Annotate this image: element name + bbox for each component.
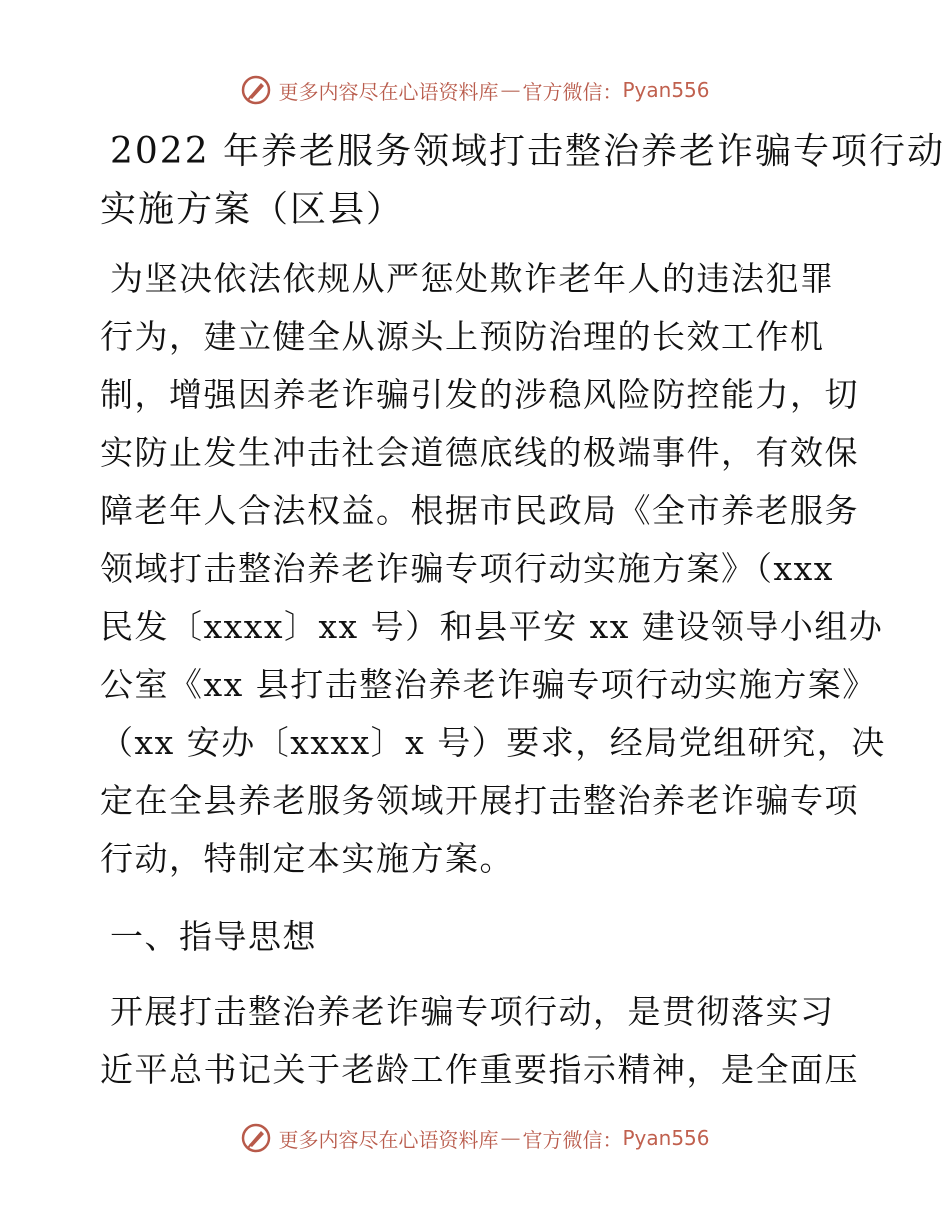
- watermark-wechat-label: 官方微信：: [522, 1127, 623, 1152]
- footer-watermark: [0, 1118, 950, 1158]
- intro-line: 为坚决依法依规从严惩处欺诈老年人的违法犯罪: [110, 259, 835, 298]
- intro-line: 实防止发生冲击社会道德底线的极端事件，有效保: [100, 433, 859, 472]
- intro-paragraph: [100, 250, 886, 888]
- intro-line: 制，增强因养老诈骗引发的涉稳风险防控能力，切: [100, 375, 859, 414]
- intro-line: 公室《xx 县打击整治养老诈骗专项行动实施方案》: [100, 665, 877, 704]
- watermark-wechat-label: 官方微信：: [522, 79, 623, 104]
- section-heading: [100, 908, 860, 966]
- watermark-text: 更多内容尽在心语资料库: [278, 1127, 499, 1152]
- intro-line: 行动，特制定本实施方案。: [100, 839, 514, 878]
- title-line: 2022 年养老服务领域打击整治养老诈骗专项行动: [110, 131, 946, 172]
- intro-line: （xx 安办〔xxxx〕x 号）要求，经局党组研究，决: [100, 723, 886, 762]
- title-line: 实施方案（区县）: [100, 189, 405, 230]
- intro-line: 障老年人合法权益。根据市民政局《全市养老服务: [100, 491, 859, 530]
- watermark-wechat-id: Pyan556: [622, 78, 710, 102]
- intro-line: 领域打击整治养老诈骗专项行动实施方案》（xxx: [100, 549, 834, 588]
- section-line: 开展打击整治养老诈骗专项行动，是贯彻落实习: [110, 992, 835, 1031]
- watermark-text: 更多内容尽在心语资料库: [278, 79, 499, 104]
- document-title: [100, 123, 946, 239]
- watermark-separator: —: [500, 78, 521, 102]
- section-heading-text: 一、指导思想: [110, 917, 317, 956]
- quill-logo-icon: [240, 74, 272, 106]
- header-watermark: [0, 70, 950, 110]
- watermark-wechat-id: Pyan556: [622, 1126, 710, 1150]
- intro-line: 定在全县养老服务领域开展打击整治养老诈骗专项: [100, 781, 859, 820]
- section-paragraph: [100, 983, 860, 1099]
- intro-line: 行为，建立健全从源头上预防治理的长效工作机: [100, 317, 825, 356]
- quill-logo-icon: [240, 1122, 272, 1154]
- intro-line: 民发〔xxxx〕xx 号）和县平安 xx 建设领导小组办: [100, 607, 884, 646]
- section-line: 近平总书记关于老龄工作重要指示精神，是全面压: [100, 1050, 859, 1089]
- watermark-separator: —: [500, 1126, 521, 1150]
